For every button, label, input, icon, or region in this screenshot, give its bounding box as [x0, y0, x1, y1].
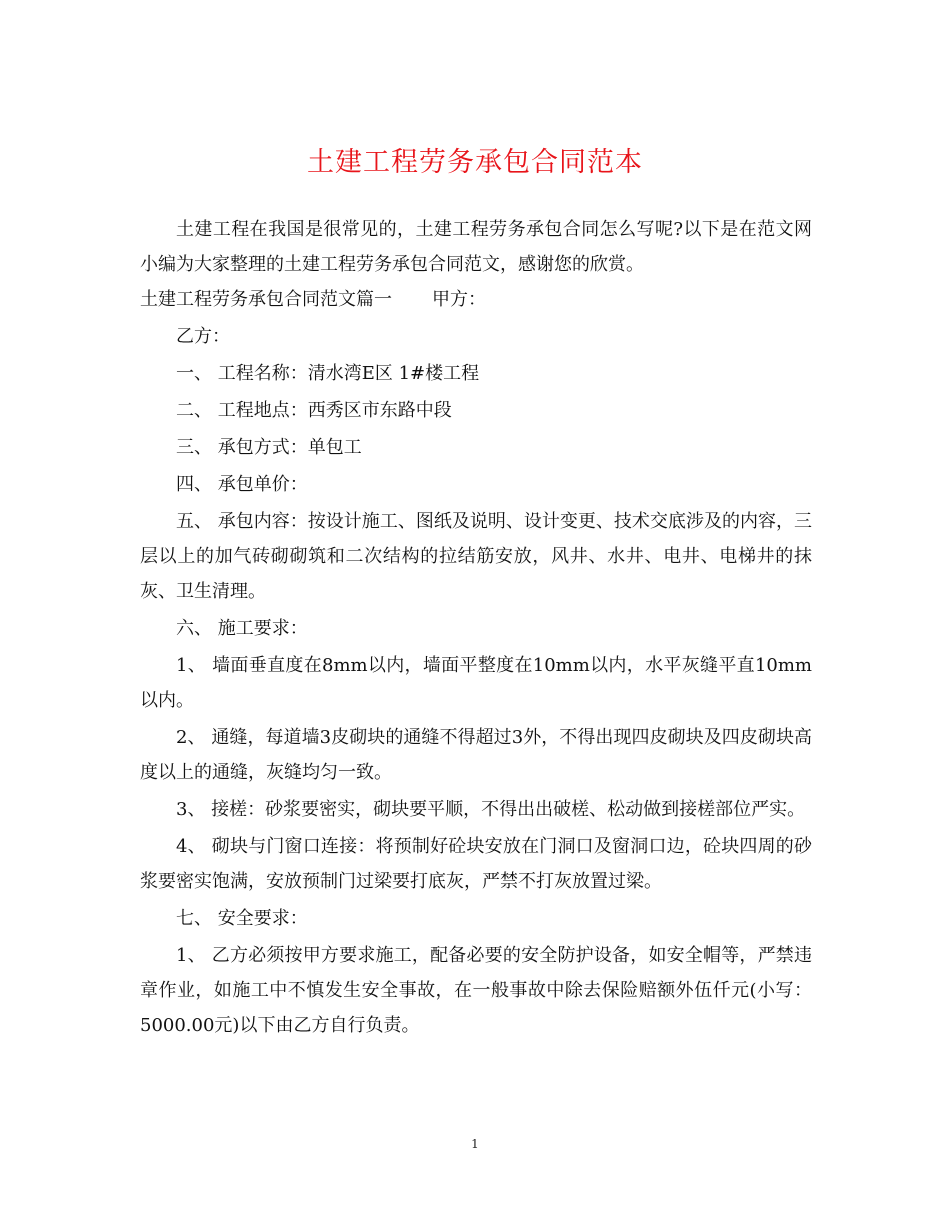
requirement-1: 1、 墙面垂直度在8mm以内，墙面平整度在10mm以内，水平灰缝平直10mm以内。	[140, 655, 812, 711]
clause-unit-price: 四、 承包单价：	[176, 474, 308, 495]
requirement-3: 3、 接槎：砂浆要密实，砌块要平顺，不得出出破槎、松动做到接槎部位严实。	[176, 799, 806, 820]
safety-requirement-1: 1、 乙方必须按甲方要求施工，配备必要的安全防护设备，如安全帽等，严禁违章作业，如施工中不慎发生安全事故，在一般事故中除去保险赔额外伍仟元(小写：5000.00元)以下由乙方自行负责。	[140, 945, 812, 1036]
section-heading-line	[140, 282, 812, 317]
document-body	[140, 212, 812, 1043]
clause-safety-requirements: 七、 安全要求：	[176, 908, 308, 929]
clause-contract-method: 三、 承包方式：单包工	[176, 437, 362, 458]
requirement-2: 2、 通缝，每道墙3皮砌块的通缝不得超过3外，不得出现四皮砌块及四皮砌块高度以上的通缝，灰缝均匀一致。	[140, 727, 812, 783]
intro-paragraph: 土建工程在我国是很常见的，土建工程劳务承包合同怎么写呢?以下是在范文网小编为大家整理的土建工程劳务承包合同范文，感谢您的欣赏。	[140, 219, 812, 275]
party-b-label: 乙方：	[176, 326, 230, 347]
clause-project-location: 二、 工程地点：西秀区市东路中段	[176, 400, 452, 421]
clause-construction-requirements: 六、 施工要求：	[176, 618, 308, 639]
clause-contract-scope: 五、 承包内容：按设计施工、图纸及说明、设计变更、技术交底涉及的内容，三层以上的加气砖砌砌筑和二次结构的拉结筋安放，风井、水井、电井、电梯井的抹灰、卫生清理。	[140, 511, 812, 602]
page-number: 1	[471, 1137, 479, 1151]
party-a-label: 甲方：	[432, 289, 486, 310]
clause-project-name: 一、 工程名称：清水湾E区 1#楼工程	[176, 363, 480, 384]
section-heading: 土建工程劳务承包合同范文篇一	[140, 289, 392, 310]
requirement-4: 4、 砌块与门窗口连接：将预制好砼块安放在门洞口及窗洞口边，砼块四周的砂浆要密实饱满，安放预制门过梁要打底灰，严禁不打灰放置过梁。	[140, 836, 812, 892]
document-title: 土建工程劳务承包合同范本	[307, 147, 643, 178]
